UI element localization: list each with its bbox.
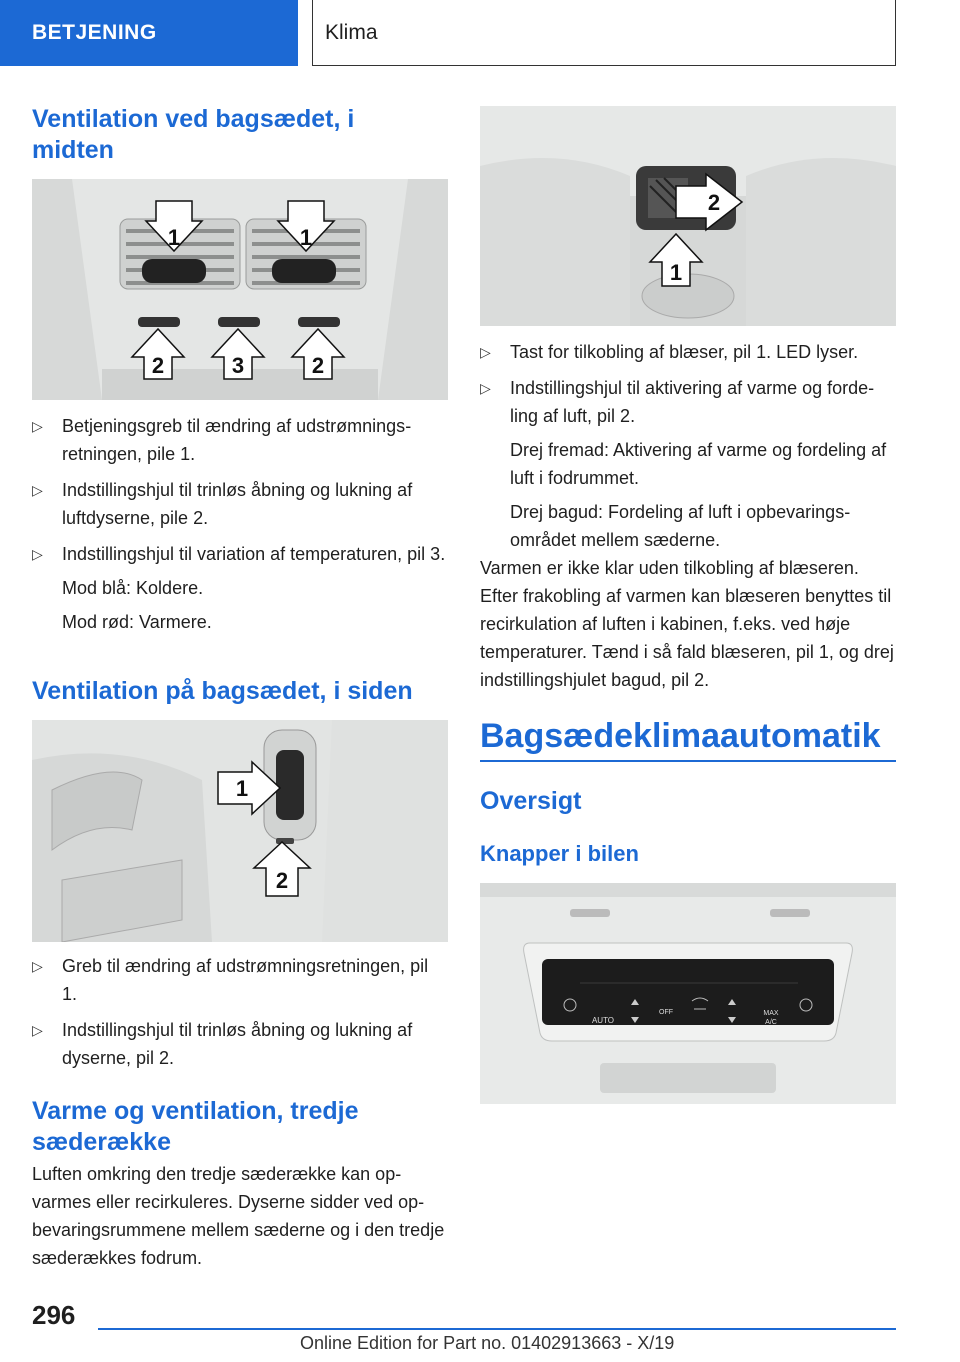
side-vent-illustration <box>32 720 448 942</box>
list-item <box>480 374 896 554</box>
arrow-label: 2 <box>311 353 325 378</box>
ac-button-label: A/C <box>765 1019 777 1026</box>
fan-console-illustration <box>480 106 896 326</box>
middle-vents-illustration <box>32 179 448 400</box>
list-item-text: Indstillingshjul til trinløs åbning og lukning af luftdyserne, pile 2. <box>62 480 413 528</box>
arrow-label: 2 <box>275 868 289 893</box>
arrow-label: 2 <box>707 190 721 215</box>
list-item-text: Indstillingshjul til variation af temperaturen, pil 3. <box>62 544 446 564</box>
section-title-middle-vent: Ventilation ved bagsædet, i midten <box>32 105 355 164</box>
list-item-text: Betjeningsgreb til ændring af udstrømningsretningen, pile 1. <box>62 416 412 464</box>
arrow-label: 1 <box>669 260 683 285</box>
auto-button-label: AUTO <box>591 1016 615 1025</box>
list-item-text: Indstillingshjul til trinløs åbning og lukning af dyserne, pil 2. <box>62 1020 413 1068</box>
triangle-bullet-icon: ▷ <box>32 1022 43 1038</box>
middle-vent-list <box>32 412 448 644</box>
side-vent-list <box>32 952 448 1080</box>
list-item <box>480 338 896 366</box>
climate-panel-illustration <box>480 883 896 1104</box>
list-item <box>32 412 448 468</box>
fan-console-list <box>480 338 896 562</box>
photo-side-vent <box>32 720 448 942</box>
list-item-text: Greb til ændring af udstrømningsretningen, pil 1. <box>62 956 429 1004</box>
section-title-side-vent: Ventilation på bagsædet, i siden <box>32 677 413 705</box>
section-title-third-row: Varme og ventilation, tredje sæderække <box>32 1097 359 1156</box>
footer-rule <box>98 1328 896 1330</box>
arrow-label: 2 <box>151 353 165 378</box>
arrow-label: 1 <box>235 776 249 801</box>
list-subtext: Drej bagud: Fordeling af luft i opbevaringsområdet mellem sæderne. <box>510 502 851 550</box>
photo-fan-console <box>480 106 896 326</box>
triangle-bullet-icon: ▷ <box>32 482 43 498</box>
arrow-label: 3 <box>231 353 245 378</box>
list-item <box>32 476 448 532</box>
list-subtext: Mod blå: Koldere. <box>62 578 204 598</box>
photo-middle-vents <box>32 179 448 400</box>
triangle-bullet-icon: ▷ <box>480 380 491 396</box>
off-button-label: OFF <box>659 1009 673 1016</box>
chapter-heading: Bagsædeklimaautomatik <box>480 717 881 755</box>
triangle-bullet-icon: ▷ <box>32 958 43 974</box>
chapter-tab: Klima <box>312 0 896 66</box>
list-item-text: Tast for tilkobling af blæser, pil 1. LED lyser. <box>510 342 859 362</box>
arrow-label: 1 <box>167 225 181 250</box>
photo-climate-panel <box>480 883 896 1104</box>
list-subtext: Drej fremad: Aktivering af varme og fordeling af luft i fodrummet. <box>510 440 887 488</box>
arrow-label: 1 <box>299 225 313 250</box>
triangle-bullet-icon: ▷ <box>32 418 43 434</box>
triangle-bullet-icon: ▷ <box>32 546 43 562</box>
page-number: 296 <box>32 1300 76 1330</box>
list-item <box>32 952 448 1008</box>
list-item <box>32 1016 448 1072</box>
overview-heading: Oversigt <box>480 787 582 815</box>
max-button-label: MAX <box>763 1010 779 1017</box>
section-tab: BETJENING <box>0 0 298 66</box>
subheading-buttons: Knapper i bilen <box>480 841 639 866</box>
edition-footer: Online Edition for Part no. 01402913663 - X/19 <box>300 1333 675 1353</box>
fan-info-paragraph: Varmen er ikke klar uden tilkobling af blæseren. Efter frakobling af varmen kan blæseren benyttes til recirkulation af luften i kabinen, f.eks. ved høje temperaturer. Tænd i så fald blæseren, pil 1, og drej indstillingshjulet bagud, pil 2. <box>480 558 894 690</box>
third-row-text: Luften omkring den tredje sæderække kan opvarmes eller recirkuleres. Dyserne sidder ved opbevaringsrummene mellem sæderne og i den tredje sæderækkes fodrum. <box>32 1164 445 1268</box>
list-subtext: Mod rød: Varmere. <box>62 612 212 632</box>
list-item <box>32 540 448 636</box>
triangle-bullet-icon: ▷ <box>480 344 491 360</box>
list-item-text: Indstillingshjul til aktivering af varme og fordeling af luft, pil 2. <box>510 378 875 426</box>
heading-rule <box>480 760 896 762</box>
